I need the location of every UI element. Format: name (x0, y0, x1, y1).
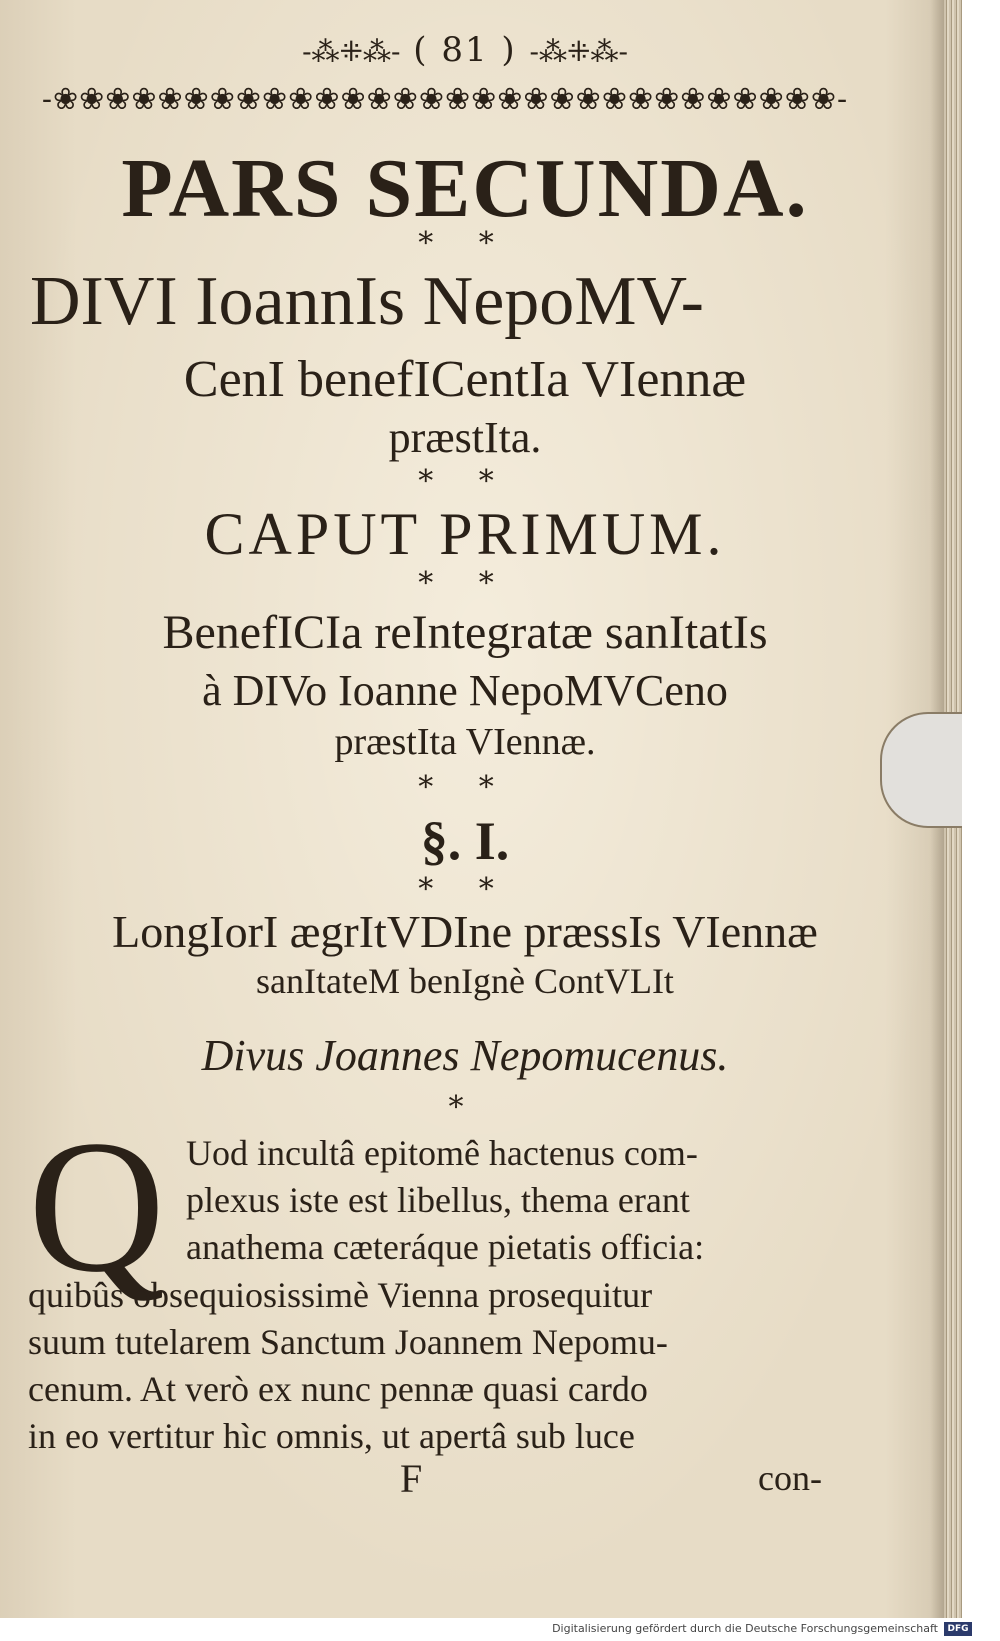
subtitle-line-3: præstIta. (388, 413, 542, 462)
chapter-heading-line-1: BenefICIa reIntegratæ sanItatIs (162, 606, 768, 659)
signature-mark: F (400, 1456, 423, 1501)
funding-credit: Digitalisierung gefördert durch die Deutsche Forschungsgemeinschaft (552, 1622, 938, 1635)
body-line-4: quibûs obsequiosissimè Vienna prosequitur (28, 1275, 653, 1315)
page-number: ( 81 ) (413, 30, 517, 70)
asterism-divider: * * (418, 872, 512, 907)
body-line-1: Uod incultâ epitomê hactenus com- (186, 1133, 698, 1173)
asterism-divider: * * (418, 226, 512, 261)
section-heading-line-2: sanItateM benIgnè ContVLIt (256, 961, 674, 1001)
page-header (0, 30, 930, 70)
dfg-logo: DFG (944, 1622, 972, 1636)
header-ornament-right: -⁂⁜⁂- (529, 35, 628, 68)
ornamental-rule: -❀❀❀❀❀❀❀❀❀❀❀❀❀❀❀❀❀❀❀❀❀❀❀❀❀❀❀❀❀❀- (41, 82, 849, 117)
body-line-5: suum tutelarem Sanctum Joannem Nepomu- (28, 1322, 668, 1362)
catchword: con- (758, 1458, 822, 1498)
section-heading-line-1: LongIorI ægrItVDIne præssIs VIennæ (112, 906, 818, 957)
header-ornament-left: -⁂⁜⁂- (302, 35, 401, 68)
asterism-divider: * * (418, 566, 512, 601)
subtitle-line-2: CenI benefICentIa VIennæ (183, 351, 747, 408)
subtitle-line-1: DIVI IoannIs NepoMV- (30, 263, 704, 340)
body-line-2: plexus iste est libellus, thema erant (186, 1180, 690, 1220)
part-title: PARS SECUNDA. (121, 142, 809, 235)
asterism-divider: * * (418, 770, 512, 805)
body-line-3: anathema cæteráque pietatis officia: (186, 1227, 705, 1267)
drop-capital: Q (28, 1102, 166, 1312)
section-number: §. I. (420, 811, 510, 871)
saint-name: Divus Joannes Nepomucenus. (201, 1031, 729, 1080)
single-asterisk: * (448, 1090, 482, 1125)
chapter-title: CAPUT PRIMUM. (204, 501, 726, 567)
asterism-divider: * * (418, 464, 512, 499)
body-line-7: in eo vertitur hìc omnis, ut apertâ sub luce (28, 1416, 635, 1456)
chapter-heading-line-2: à DIVo Ioanne NepoMVCeno (202, 666, 728, 715)
chapter-heading-line-3: præstIta VIennæ. (334, 721, 596, 763)
digitization-footer (0, 1618, 1000, 1641)
body-line-6: cenum. At verò ex nunc pennæ quasi cardo (28, 1369, 648, 1409)
